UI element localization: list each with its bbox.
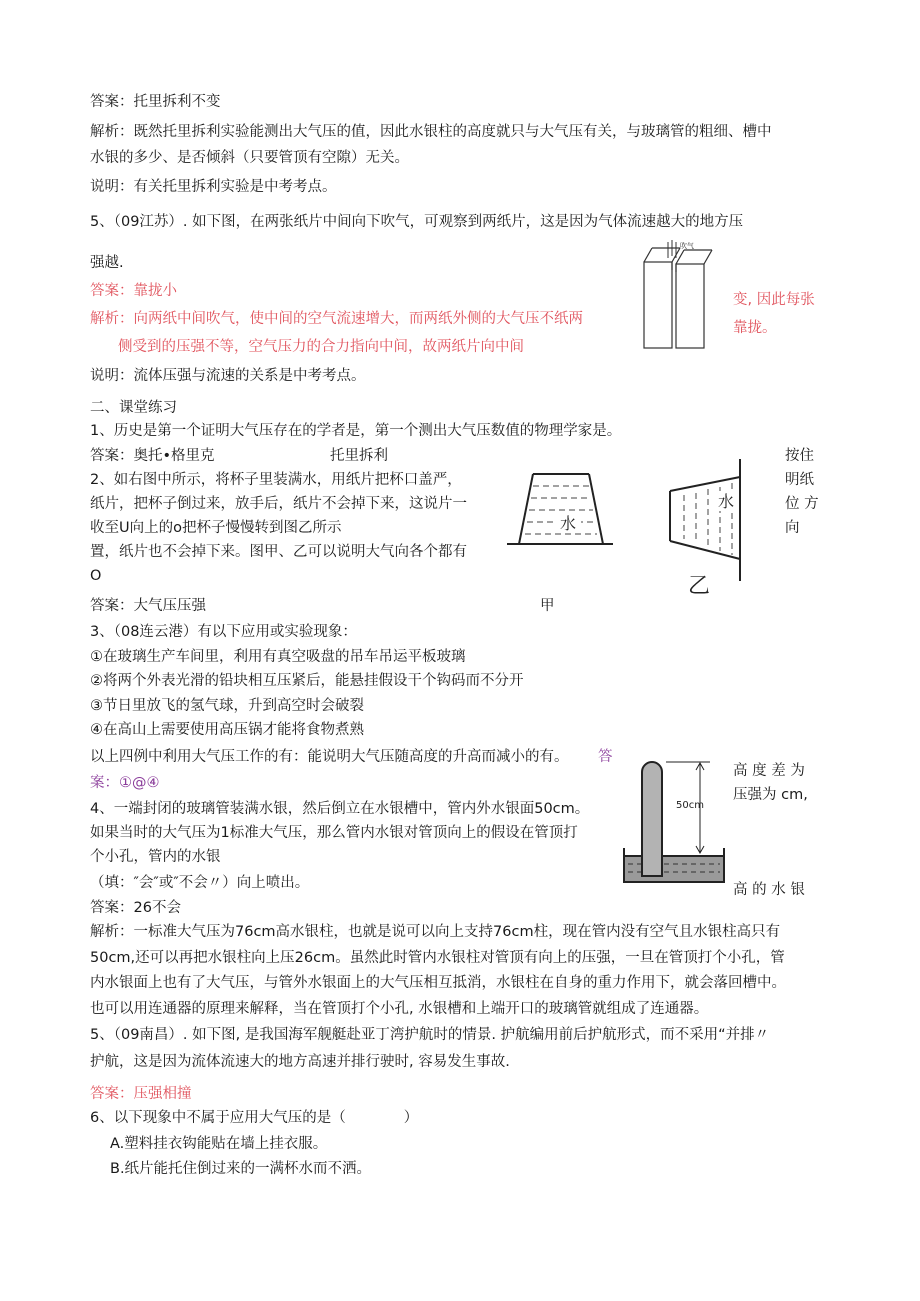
cup-figure-yi bbox=[660, 455, 760, 603]
question-2-line: 收至U向上的o把杯子慢慢转到图乙所示 bbox=[90, 520, 342, 536]
analysis-line: 内水银面上也有了大气压，与管外水银面上的大气压相互抵消，水银柱在自身的重力作用下，就会落回槽中。 bbox=[90, 975, 786, 991]
question-1-line: 1、历史是第一个证明大气压存在的学者是，第一个测出大气压数值的物理学家是。 bbox=[90, 423, 622, 439]
analysis-line: 水银的多少、是否倾斜（只要管顶有空隙）无关。 bbox=[90, 150, 409, 166]
question-4-line: 如果当时的大气压为1标准大气压，那么管内水银对管顶向上的假设在管顶打 bbox=[90, 825, 578, 841]
analysis-line: 侧受到的压强不等，空气压力的合力指向中间，故两纸片向中间 bbox=[118, 339, 524, 355]
side-text: 向 bbox=[785, 520, 800, 536]
mercury-tube-figure bbox=[620, 752, 732, 886]
blow-arrows-icon bbox=[668, 240, 676, 258]
question-6-line: 6、以下现象中不属于应用大气压的是（ ） bbox=[90, 1110, 419, 1126]
question-3-line: 以上四例中利用大气压工作的有：能说明大气压随高度的升高而减小的有。 bbox=[90, 749, 569, 765]
answer-line: 答 bbox=[598, 749, 613, 765]
answer-line: 答案：靠拢小 bbox=[90, 283, 177, 299]
analysis-line: 解析：向两纸中间吹气，使中间的空气流速增大，而两纸外侧的大气压不纸两 bbox=[90, 311, 583, 327]
analysis-line-right: 靠拢。 bbox=[733, 320, 777, 336]
section-heading: 二、课堂练习 bbox=[90, 400, 177, 416]
list-item: ③节日里放飞的氢气球，升到高空时会破裂 bbox=[90, 698, 364, 714]
list-item: ①在玻璃生产车间里，利用有真空吸盘的吊车吊运平板玻璃 bbox=[90, 649, 466, 665]
side-text: 位 方 bbox=[785, 496, 819, 512]
question-2-line: 置，纸片也不会掉下来。图甲、乙可以说明大气向各个都有 bbox=[90, 544, 467, 560]
note-line: 说明：有关托里拆利实验是中考考点。 bbox=[90, 179, 337, 195]
two-papers-figure bbox=[636, 240, 720, 355]
answer-line: 托里拆利 bbox=[330, 448, 388, 464]
question-5-line: 强越. bbox=[90, 255, 124, 271]
water-label-yi: 水 bbox=[718, 492, 735, 511]
question-3-line: 3、（08连云港）有以下应用或实验现象： bbox=[90, 624, 357, 640]
side-text: 按住 bbox=[785, 448, 814, 464]
answer-line: 答案：大气压压强 bbox=[90, 598, 206, 614]
answer-line: 答案：托里拆利不变 bbox=[90, 94, 221, 110]
water-label: 水 bbox=[560, 514, 577, 533]
paper-right bbox=[676, 264, 704, 348]
answer-line: 答案：奥托•格里克 bbox=[90, 448, 215, 464]
list-item: ④在高山上需要使用高压锅才能将食物煮熟 bbox=[90, 722, 364, 738]
analysis-line: 解析：一标准大气压为76cm高水银柱，也就是说可以向上支持76cm柱，现在管内没有空气且水银柱高只有 bbox=[90, 924, 781, 940]
glass-tube bbox=[642, 762, 662, 876]
paper-left bbox=[644, 262, 672, 348]
note-line: 说明：流体压强与流速的关系是中考考点。 bbox=[90, 368, 366, 384]
figure-caption-yi: 乙 bbox=[688, 574, 711, 599]
analysis-line: 也可以用连通器的原理来解释，当在管顶打个小孔, 水银槽和上端开口的玻璃管就组成了连通器。 bbox=[90, 1001, 709, 1017]
question-4-line: （填：″会″或″不会〃）向上喷出。 bbox=[90, 875, 310, 891]
question-2-line: O bbox=[90, 568, 102, 584]
question-5-line: 护航，这是因为流体流速大的地方高速并排行驶时, 容易发生事故. bbox=[90, 1054, 510, 1070]
mercury-trough-bath bbox=[624, 856, 724, 882]
figure-caption-jia: 甲 bbox=[540, 598, 555, 614]
answer-line: 案：①@④ bbox=[90, 775, 160, 791]
side-text: 明纸 bbox=[785, 472, 814, 488]
question-5-line: 5、（09南昌）. 如下图, 是我国海军舰艇赴亚丁湾护航时的情景. 护航编用前后护航形式，而不采用“并排〃 bbox=[90, 1027, 770, 1043]
cup-figure-jia bbox=[505, 466, 615, 548]
analysis-line: 50cm,还可以再把水银柱向上压26cm。虽然此时管内水银柱对管顶有向上的压强，一旦在管顶打个小孔，管 bbox=[90, 950, 785, 966]
option-a: A.塑料挂衣钩能贴在墙上挂衣服。 bbox=[110, 1136, 328, 1152]
side-text: 高 度 差 为 bbox=[733, 763, 805, 779]
side-text: 高 的 水 银 bbox=[733, 882, 805, 898]
analysis-line-right: 变, 因此每张 bbox=[733, 292, 815, 308]
option-b: B.纸片能托住倒过来的一满杯水而不洒。 bbox=[110, 1161, 372, 1177]
analysis-line: 解析：既然托里拆利实验能测出大气压的值，因此水银柱的高度就只与大气压有关，与玻璃管的粗细、槽中 bbox=[90, 124, 772, 140]
answer-line: 答案：压强相撞 bbox=[90, 1086, 192, 1102]
question-2-line: 2、如右图中所示，将杯子里装满水，用纸片把杯口盖严， bbox=[90, 472, 462, 488]
side-text: 压强为 cm, bbox=[733, 787, 808, 803]
question-4-line: 个小孔，管内的水银 bbox=[90, 849, 221, 865]
list-item: ②将两个外表光滑的铅块相互压紧后，能悬挂假设干个钩码而不分开 bbox=[90, 673, 524, 689]
question-2-line: 纸片，把杯子倒过来，放手后，纸片不会掉下来，这说片一 bbox=[90, 496, 467, 512]
question-4-line: 4、一端封闭的玻璃管装满水银，然后倒立在水银槽中，管内外水银面50cm。 bbox=[90, 801, 590, 817]
height-label: 50cm bbox=[676, 800, 704, 811]
question-5-line: 5、（09江苏）. 如下图，在两张纸片中间向下吹气，可观察到两纸片，这是因为气体流速越大的地方压 bbox=[90, 214, 744, 230]
blow-label: 吹气 bbox=[680, 242, 694, 250]
answer-line: 答案：26不会 bbox=[90, 900, 181, 916]
